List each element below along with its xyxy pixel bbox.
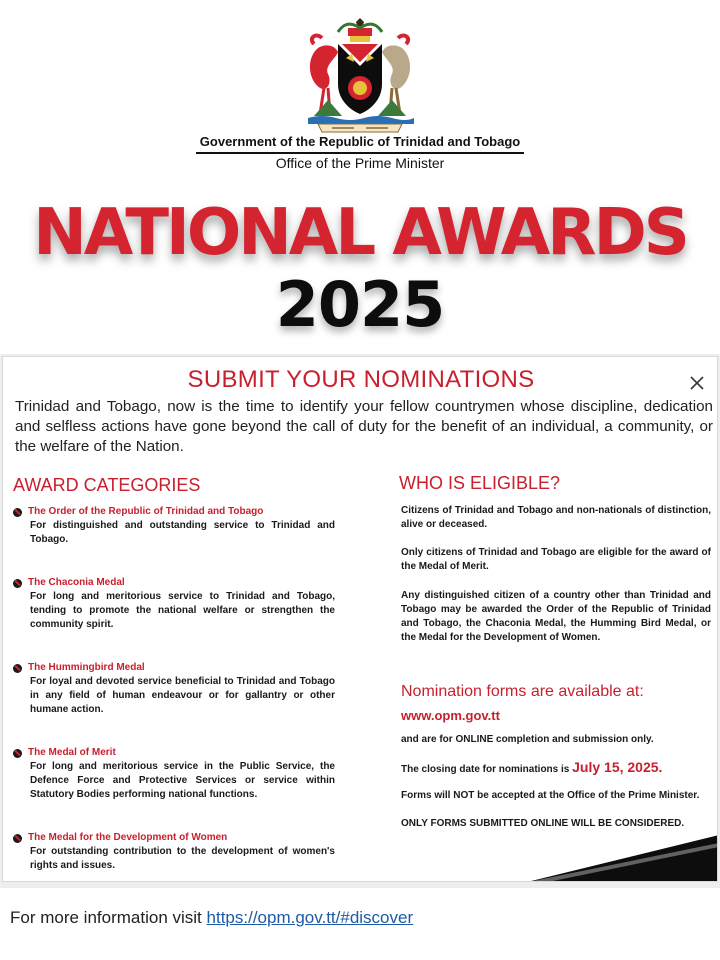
no-symbol-icon: [13, 749, 22, 758]
award-name: The Chaconia Medal: [28, 577, 125, 588]
footer-info: [10, 908, 413, 928]
government-text: Government of the Republic of Trinidad and Tobago: [196, 134, 524, 154]
no-symbol-icon: [13, 664, 22, 673]
award-name: The Hummingbird Medal: [28, 662, 145, 673]
award-category-item: [13, 831, 335, 873]
award-name: The Medal for the Development of Women: [28, 832, 228, 843]
who-is-eligible-heading: WHO IS ELIGIBLE?: [399, 473, 561, 493]
year-title: 2025: [275, 268, 445, 341]
award-category-item: [13, 505, 335, 547]
discover-link[interactable]: https://opm.gov.tt/#discover: [206, 908, 414, 927]
award-name: The Order of the Republic of Trinidad and Tobago: [28, 506, 264, 517]
office-label: Office of the Prime Minister: [275, 155, 445, 171]
nominations-panel: [0, 354, 720, 888]
closing-prefix: The closing date for nominations is: [401, 764, 570, 775]
award-description: For loyal and devoted service beneficial to Trinidad and Tobago in any field of human endeavour or for gallantry or other humane action.: [30, 676, 335, 715]
no-symbol-icon: [13, 834, 22, 843]
no-symbol-icon: [13, 508, 22, 517]
award-category-item: [13, 746, 335, 802]
online-only-note: ONLY FORMS SUBMITTED ONLINE WILL BE CONSIDERED.: [401, 818, 685, 829]
intro-paragraph: Trinidad and Tobago, now is the time to identify your fellow countrymen whose discipline, dedication and selfless actions have gone beyond the call of duty for the benefit of an individual, a community, or the welfare of the Nation.: [15, 398, 713, 455]
footer-text: For more information visit: [10, 908, 202, 927]
award-categories-heading: AWARD CATEGORIES: [13, 475, 201, 495]
card-title: SUBMIT YOUR NOMINATIONS: [187, 366, 535, 393]
not-accepted-note: Forms will NOT be accepted at the Office of the Prime Minister.: [401, 790, 700, 801]
eligibility-text: Only citizens of Trinidad and Tobago are eligible for the award of the Medal of Merit.: [401, 547, 711, 572]
online-note: and are for ONLINE completion and submission only.: [401, 734, 654, 745]
award-category-item: [13, 661, 335, 717]
nomination-url-link[interactable]: www.opm.gov.tt: [401, 708, 500, 723]
eligibility-text: Any distinguished citizen of a country other than Trinidad and Tobago may be awarded the Order of the Republic of Trinidad and Tobago, the Chaconia Medal, the Humming Bird Medal, or the Medal for the Development of Women.: [401, 590, 711, 643]
award-name: The Medal of Merit: [28, 747, 116, 758]
award-description: For long and meritorious service to Trinidad and Tobago, tending to promote the national welfare or strengthen the community spirit.: [30, 591, 335, 630]
award-description: For long and meritorious service in the Public Service, the Defence Force and Protective Services or service within Statutory Bodies performing national functions.: [30, 761, 335, 800]
national-awards-title: NATIONAL AWARDS: [33, 196, 687, 270]
award-description: For outstanding contribution to the development of women's rights and issues.: [30, 846, 335, 871]
award-category-item: [13, 576, 335, 632]
no-symbol-icon: [13, 579, 22, 588]
closing-date: July 15, 2025.: [572, 759, 663, 775]
close-icon[interactable]: [687, 373, 707, 393]
eligibility-text: Citizens of Trinidad and Tobago and non-nationals of distinction, alive or deceased.: [401, 505, 711, 530]
nomination-forms-heading: Nomination forms are available at:: [401, 683, 644, 700]
closing-date-line: [401, 759, 662, 775]
header: [0, 0, 720, 352]
award-description: For distinguished and outstanding service to Trinidad and Tobago.: [30, 520, 335, 545]
coat-of-arms-emblem: [298, 18, 422, 134]
government-label: [0, 134, 720, 154]
nominations-card: [2, 356, 718, 882]
